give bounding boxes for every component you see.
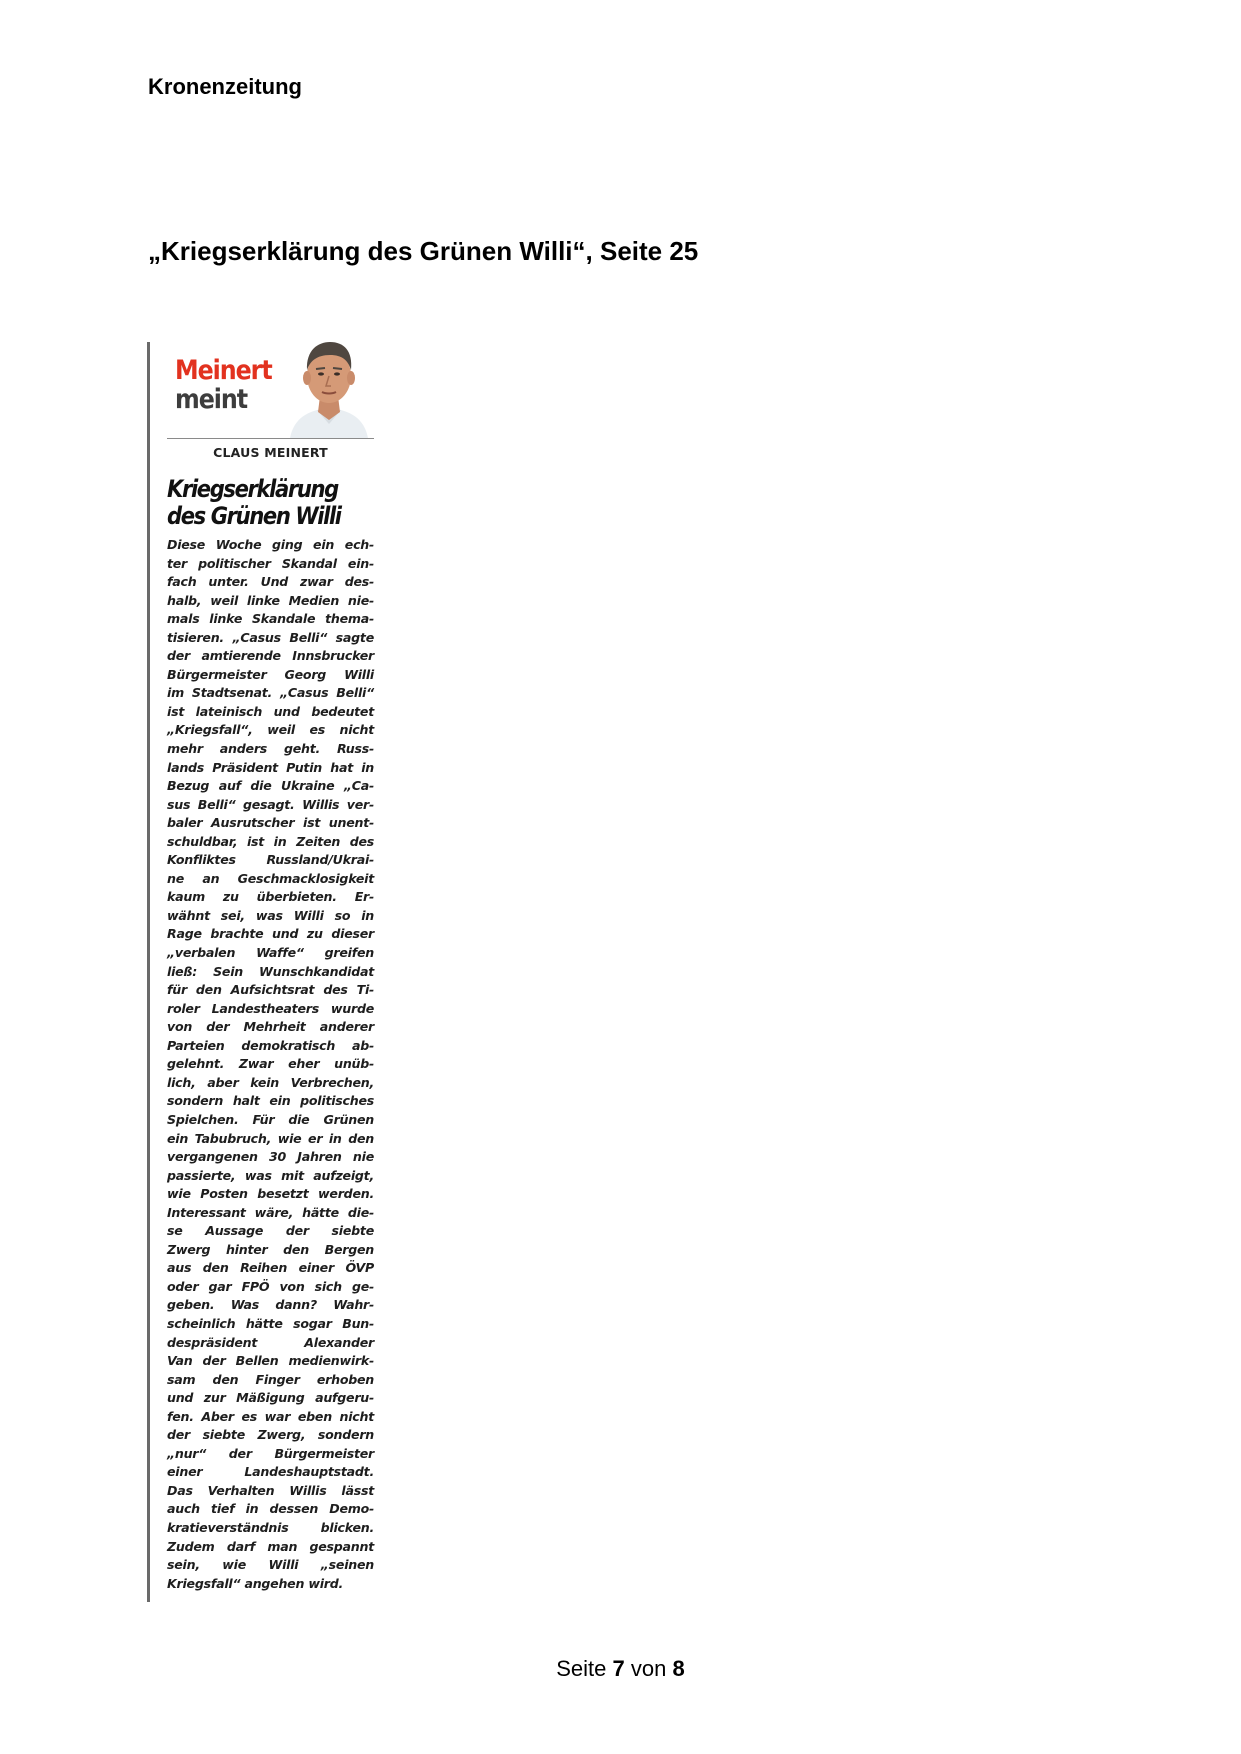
article-body-line: Parteien demokratisch ab- [167,1037,374,1053]
article-body-line: ne an Geschmacklosigkeit [167,870,374,886]
article-body-line: scheinlich hätte sogar Bun- [167,1315,374,1331]
article-body-line: roler Landestheaters wurde [167,1000,374,1016]
article-body-line: schuldbar, ist in Zeiten des [167,833,374,849]
article-body-line: lands Präsident Putin hat in [167,759,374,775]
author-portrait [284,336,374,438]
article-body-line: Kriegsfall“ angehen wird. [167,1575,344,1591]
article-body-line: Bürgermeister Georg Willi [167,666,374,682]
article-body-line: se Aussage der siebte [167,1223,374,1239]
article-body-line: wie Posten besetzt werden. [167,1186,374,1202]
article-body-line: oder gar FPÖ von sich ge- [167,1278,374,1294]
article-body-line: vergangenen 30 Jahren nie [167,1149,374,1165]
article-body-line: halb, weil linke Medien nie- [167,592,374,608]
total-pages-number: 8 [672,1656,685,1681]
article-body-line: Das Verhalten Willis lässt [167,1482,374,1498]
article-body-line: sein, wie Willi „seinen [167,1557,374,1573]
article-body-line: mals linke Skandale thema- [167,611,374,627]
article-body-line: ter politischer Skandal ein- [167,555,374,571]
article-body-line: passierte, was mit aufzeigt, [167,1167,374,1183]
article-body-line: Rage brachte und zu dieser [167,926,374,942]
article-headline [167,476,349,530]
article-body-line: Konfliktes Russland/Ukrai- [167,852,374,868]
article-body-line: gelehnt. Zwar eher unüb- [167,1056,374,1072]
page-footer [0,1656,1241,1682]
article-body-line: Zwerg hinter den Bergen [167,1241,374,1257]
article-body-line: auch tief in dessen Demo- [167,1501,374,1517]
article-body-line: sus Belli“ gesagt. Willis ver- [167,796,374,812]
article-body-line: „verbalen Waffe“ greifen [167,945,374,961]
article-body-line: kaum zu überbieten. Er- [167,889,374,905]
article-body-line: despräsident Alexander [167,1334,374,1350]
article-body-line: im Stadtsenat. „Casus Belli“ [167,685,374,701]
headline-line2: des Grünen Willi [167,502,341,530]
article-body-line: aus den Reihen einer ÖVP [167,1260,374,1276]
article-body-line: fach unter. Und zwar des- [167,574,374,590]
headline-line1: Kriegserklärung [167,475,338,503]
column-name-line2: meint [175,384,248,415]
article-body-line: ließ: Sein Wunschkandidat [167,963,374,979]
current-page-number: 7 [612,1656,625,1681]
column-name [175,356,272,414]
column-name-line1: Meinert [175,355,272,386]
article-body-line: Van der Bellen medienwirk- [167,1353,374,1369]
article-body-line: tisieren. „Casus Belli“ sagte [167,629,374,645]
page-of-label: von [630,1656,667,1681]
article-body-line: von der Mehrheit anderer [167,1019,374,1035]
article-body-line: wähnt sei, was Willi so in [167,907,374,923]
article-body-line: Interessant wäre, hätte die- [167,1204,374,1220]
article-body-line: lich, aber kein Verbrechen, [167,1074,374,1090]
article-body-line: einer Landeshauptstadt. [167,1464,374,1480]
page-label: Seite [556,1656,607,1681]
article-body-line: ist lateinisch und bedeutet [167,703,374,719]
author-name: CLAUS MEINERT [213,445,328,460]
article-body-line: geben. Was dann? Wahr- [167,1297,374,1313]
article-body [167,536,374,1593]
article-body-line: Zudem darf man gespannt [167,1538,374,1554]
article-body-line: „nur“ der Bürgermeister [167,1445,374,1461]
newspaper-clipping [147,342,377,1602]
article-body-line: baler Ausrutscher ist unent- [167,815,374,831]
article-body-line: und zur Mäßigung aufgeru- [167,1390,374,1406]
publication-name: Kronenzeitung [148,74,302,99]
article-body-line: kratieverständnis blicken. [167,1519,374,1535]
article-body-line: Bezug auf die Ukraine „Ca- [167,778,374,794]
column-header [167,342,374,439]
article-body-line: für den Aufsichtsrat des Ti- [167,982,374,998]
article-body-line: der siebte Zwerg, sondern [167,1427,374,1443]
article-body-line: sondern halt ein politisches [167,1093,374,1109]
article-body-line: Spielchen. Für die Grünen [167,1111,374,1127]
article-body-line: fen. Aber es war eben nicht [167,1408,374,1424]
article-body-line: „Kriegsfall“, weil es nicht [167,722,374,738]
article-body-line: mehr anders geht. Russ- [167,741,374,757]
article-body-line: Diese Woche ging ein ech- [167,537,374,552]
article-body-line: der amtierende Innsbrucker [167,648,374,664]
document-title: „Kriegserklärung des Grünen Willi“, Seite 25 [148,236,699,266]
article-body-line: ein Tabubruch, wie er in den [167,1130,374,1146]
article-body-line: sam den Finger erhoben [167,1371,374,1387]
